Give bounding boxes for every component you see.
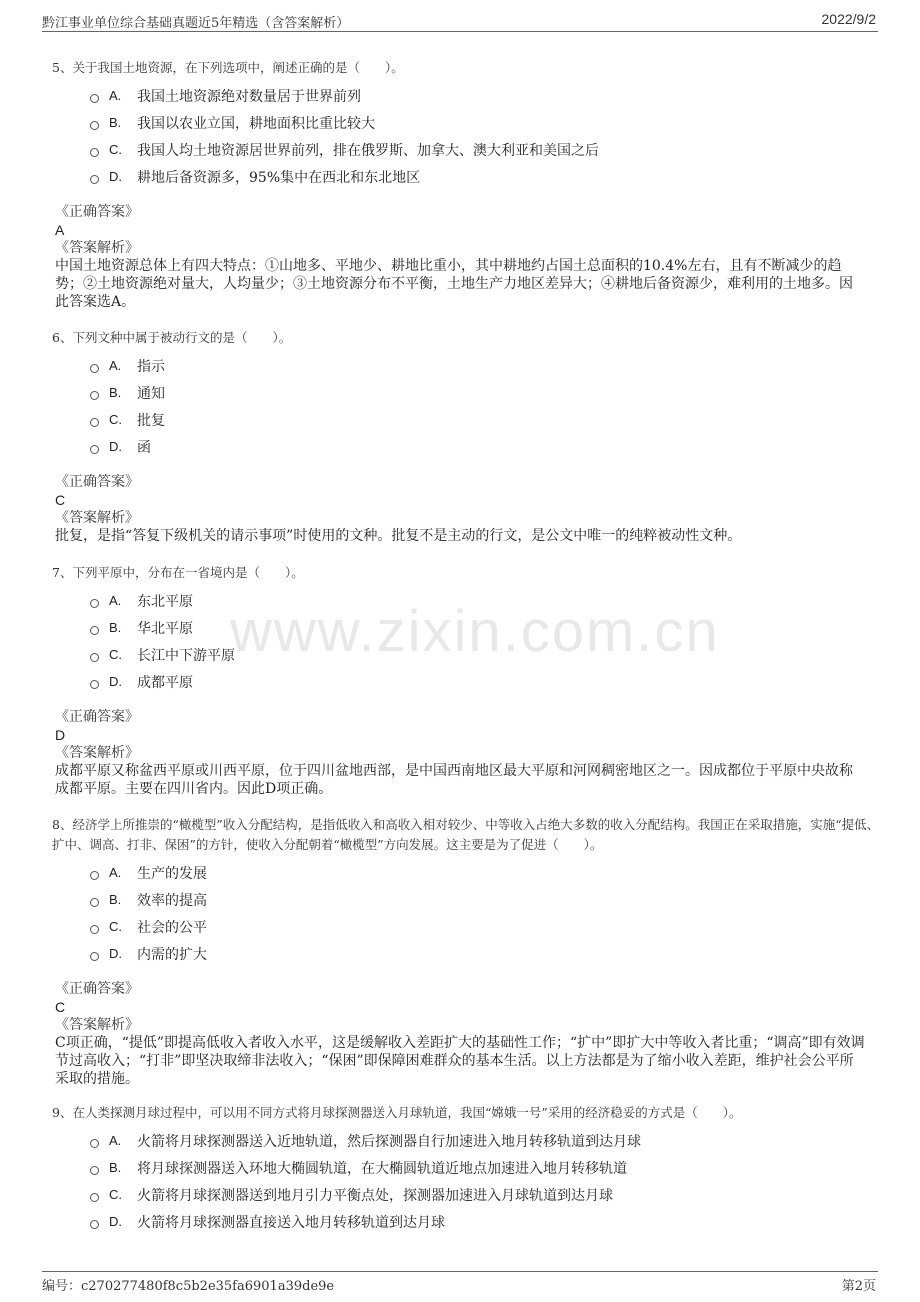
question-stem: 8、经济学上所推崇的“橄榄型”收入分配结构，是指低收入和高收入相对较少、中等收入占绝大多数的收入分配结构。我国正在采取措施，实施“提低、扩中、调高、打非、保困”的方针，使收入分配朝着“橄榄型”方向发展。这主要是为了促进（ ）。: [52, 817, 880, 852]
option-d[interactable]: [90, 668, 882, 695]
analysis-text: C项正确，“提低”即提高低收入者收入水平，这是缓解收入差距扩大的基础性工作；“扩中”即扩大中等收入者比重；“调高”即有效调节过高收入；“打非”即坚决取缔非法收入；“保困”即保障困难群众的基本生活。以上方法都是为了缩小收入差距，维护社会公平所采取的措施。: [55, 1035, 865, 1087]
analysis-label: 《答案解析》: [55, 1017, 139, 1033]
option-letter: D.: [109, 169, 122, 184]
option-text: 我国土地资源绝对数量居于世界前列: [137, 88, 361, 105]
radio-icon[interactable]: [90, 898, 99, 907]
question-stem: 6、下列文种中属于被动行文的是（ ）。: [52, 330, 292, 345]
option-d[interactable]: [90, 940, 882, 967]
option-text: 指示: [137, 358, 165, 375]
analysis-label: 《答案解析》: [55, 510, 139, 526]
option-list: [90, 82, 882, 190]
radio-icon[interactable]: [90, 121, 99, 130]
radio-icon[interactable]: [90, 148, 99, 157]
option-c[interactable]: [90, 641, 882, 668]
radio-icon[interactable]: [90, 1193, 99, 1202]
answer-block-8: [55, 980, 865, 1088]
option-letter: C.: [109, 412, 122, 427]
option-letter: C.: [109, 142, 122, 157]
option-letter: A.: [109, 593, 122, 608]
option-d[interactable]: [90, 1208, 882, 1235]
answer-label: 《正确答案》: [55, 709, 139, 725]
option-letter: C.: [109, 919, 122, 934]
radio-icon[interactable]: [90, 391, 99, 400]
option-letter: A.: [109, 358, 122, 373]
option-text: 通知: [137, 385, 165, 402]
option-text: 耕地后备资源多，95%集中在西北和东北地区: [137, 169, 421, 186]
radio-icon[interactable]: [90, 653, 99, 662]
option-text: 生产的发展: [137, 865, 207, 882]
radio-icon[interactable]: [90, 952, 99, 961]
question-5: [52, 58, 882, 190]
option-d[interactable]: [90, 433, 882, 460]
option-letter: D.: [109, 1214, 122, 1229]
option-letter: B.: [109, 620, 122, 635]
radio-icon[interactable]: [90, 925, 99, 934]
option-letter: B.: [109, 1160, 122, 1175]
option-letter: D.: [109, 946, 122, 961]
radio-icon[interactable]: [90, 1166, 99, 1175]
radio-icon[interactable]: [90, 871, 99, 880]
option-b[interactable]: [90, 1154, 882, 1181]
option-letter: B.: [109, 892, 122, 907]
option-text: 火箭将月球探测器送入近地轨道，然后探测器自行加速进入地月转移轨道到达月球: [137, 1133, 641, 1150]
radio-icon[interactable]: [90, 445, 99, 454]
answer-label: 《正确答案》: [55, 981, 139, 997]
radio-icon[interactable]: [90, 418, 99, 427]
option-text: 函: [137, 439, 151, 456]
analysis-label: 《答案解析》: [55, 745, 139, 761]
option-a[interactable]: [90, 859, 882, 886]
analysis-text: 成都平原又称盆西平原或川西平原，位于四川盆地西部，是中国西南地区最大平原和河网稠密地区之一。因成都位于平原中央故称成都平原。主要在四川省内。因此D项正确。: [55, 763, 853, 797]
header-divider: [42, 31, 878, 32]
question-stem: 9、在人类探测月球过程中，可以用不同方式将月球探测器送入月球轨道，我国“嫦娥一号”采用的经济稳妥的方式是（ ）。: [52, 1105, 742, 1120]
footer-divider: [42, 1271, 878, 1272]
option-text: 火箭将月球探测器送到地月引力平衡点处，探测器加速进入月球轨道到达月球: [137, 1187, 613, 1204]
option-a[interactable]: [90, 352, 882, 379]
answer-value: C: [55, 999, 66, 1015]
option-b[interactable]: [90, 109, 882, 136]
option-letter: C.: [109, 1187, 122, 1202]
answer-block-6: [55, 473, 865, 545]
answer-value: D: [55, 727, 66, 743]
option-letter: B.: [109, 115, 122, 130]
radio-icon[interactable]: [90, 599, 99, 608]
radio-icon[interactable]: [90, 94, 99, 103]
answer-block-7: [55, 708, 865, 798]
option-text: 内需的扩大: [137, 946, 207, 963]
option-text: 东北平原: [137, 593, 193, 610]
option-text: 成都平原: [137, 674, 193, 691]
radio-icon[interactable]: [90, 626, 99, 635]
question-6: [52, 328, 882, 460]
analysis-text: 中国土地资源总体上有四大特点：①山地多、平地少、耕地比重小，其中耕地约占国土总面积的10.4%左右，且有不断减少的趋势；②土地资源绝对量大，人均量少；③土地资源分布不平衡，土地生产力地区差异大；④耕地后备资源少，难利用的土地多。因此答案选A。: [55, 258, 853, 310]
option-b[interactable]: [90, 379, 882, 406]
radio-icon[interactable]: [90, 680, 99, 689]
option-letter: B.: [109, 385, 122, 400]
question-9: [52, 1103, 882, 1235]
option-list: [90, 859, 882, 967]
option-d[interactable]: [90, 163, 882, 190]
option-letter: C.: [109, 647, 122, 662]
option-a[interactable]: [90, 1127, 882, 1154]
option-text: 批复: [137, 412, 165, 429]
option-text: 我国人均土地资源居世界前列，排在俄罗斯、加拿大、澳大利亚和美国之后: [137, 142, 599, 159]
option-letter: A.: [109, 1133, 122, 1148]
option-a[interactable]: [90, 82, 882, 109]
option-text: 火箭将月球探测器直接送入地月转移轨道到达月球: [137, 1214, 445, 1231]
analysis-label: 《答案解析》: [55, 240, 139, 256]
option-text: 将月球探测器送入环地大椭圆轨道，在大椭圆轨道近地点加速进入地月转移轨道: [137, 1160, 627, 1177]
answer-value: A: [55, 222, 65, 238]
document-date: 2022/9/2: [821, 11, 876, 27]
radio-icon[interactable]: [90, 1220, 99, 1229]
analysis-text: 批复，是指“答复下级机关的请示事项”时使用的文种。批复不是主动的行文，是公文中唯一的纯粹被动性文种。: [55, 528, 742, 544]
option-c[interactable]: [90, 1181, 882, 1208]
radio-icon[interactable]: [90, 175, 99, 184]
option-letter: D.: [109, 439, 122, 454]
option-c[interactable]: [90, 913, 882, 940]
answer-value: C: [55, 492, 66, 508]
page-number: 第2页: [841, 1279, 876, 1294]
option-text: 效率的提高: [137, 892, 207, 909]
option-b[interactable]: [90, 614, 882, 641]
option-c[interactable]: [90, 406, 882, 433]
question-8: [52, 815, 882, 967]
option-letter: A.: [109, 865, 122, 880]
answer-label: 《正确答案》: [55, 204, 139, 220]
answer-label: 《正确答案》: [55, 474, 139, 490]
option-letter: D.: [109, 674, 122, 689]
document-title: 黔江事业单位综合基础真题近5年精选（含答案解析）: [42, 16, 350, 31]
option-b[interactable]: [90, 886, 882, 913]
option-text: 华北平原: [137, 620, 193, 637]
option-list: [90, 352, 882, 460]
radio-icon[interactable]: [90, 1139, 99, 1148]
option-c[interactable]: [90, 136, 882, 163]
option-text: 社会的公平: [137, 919, 207, 936]
question-7: [52, 563, 882, 695]
option-list: [90, 1127, 882, 1235]
question-stem: 7、下列平原中，分布在一省境内是（ ）。: [52, 565, 304, 580]
document-code: 编号：c270277480f8c5b2e35fa6901a39de9e: [42, 1279, 335, 1294]
option-text: 长江中下游平原: [137, 647, 235, 664]
answer-block-5: [55, 203, 865, 311]
option-list: [90, 587, 882, 695]
watermark: www.zixin.com.cn: [230, 599, 720, 664]
option-letter: A.: [109, 88, 122, 103]
radio-icon[interactable]: [90, 364, 99, 373]
question-stem: 5、关于我国土地资源，在下列选项中，阐述正确的是（ ）。: [52, 60, 404, 75]
option-a[interactable]: [90, 587, 882, 614]
option-text: 我国以农业立国，耕地面积比重比较大: [137, 115, 375, 132]
